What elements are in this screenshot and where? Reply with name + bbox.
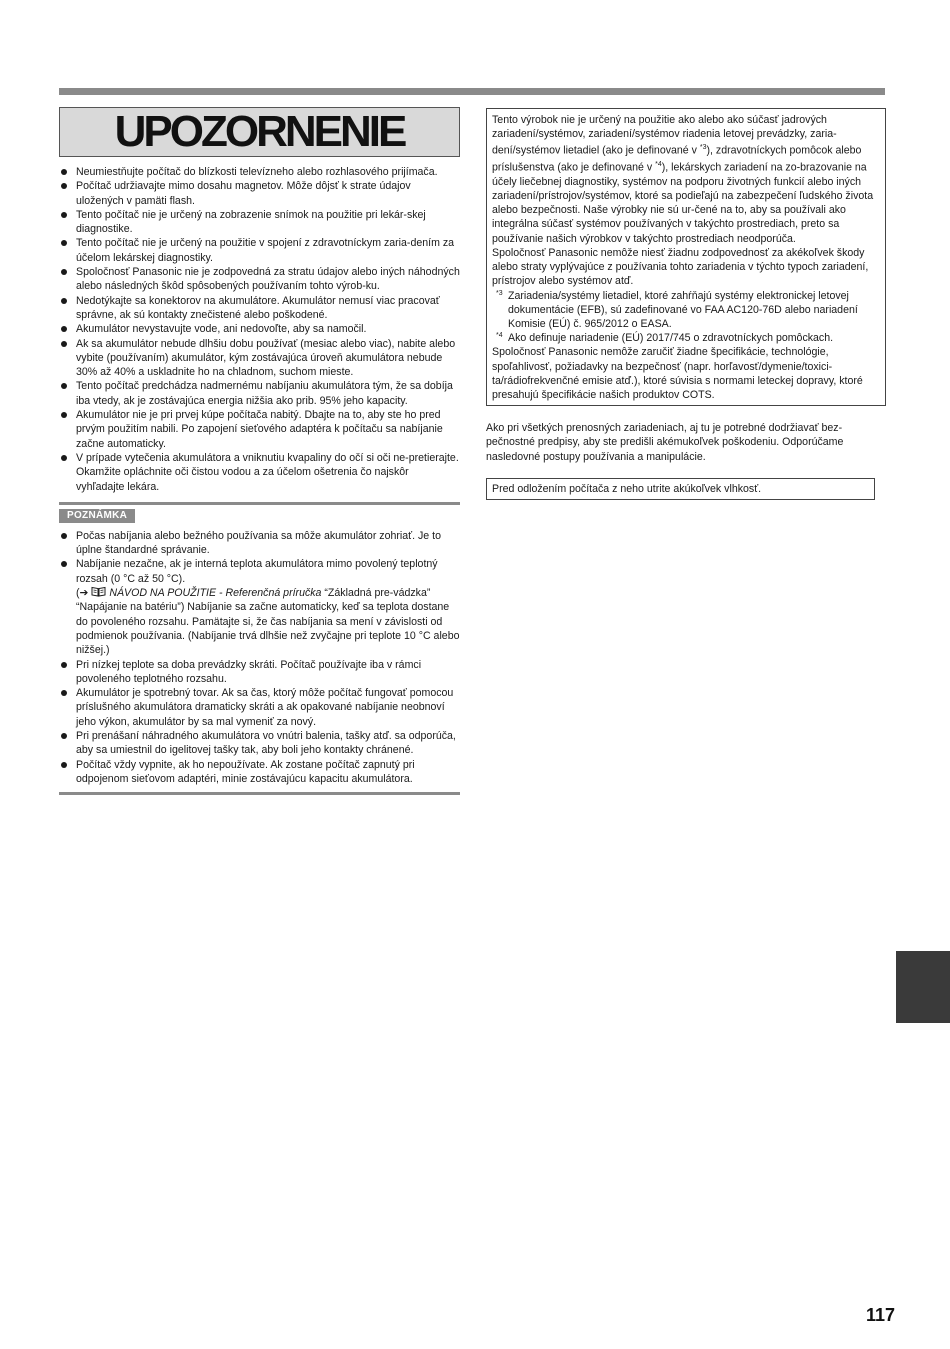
footnote-4: [492, 331, 879, 345]
warning-list: [59, 165, 460, 494]
note-list: [59, 529, 460, 786]
handling-paragraph: [486, 421, 886, 464]
restriction-paragraph: [492, 113, 879, 246]
usage-restriction-box: [486, 108, 886, 406]
cots-paragraph: Spoločnosť Panasonic nemôže zaručiť žiadne špecifikácie, technológie, spoľahlivosť, požiadavky na bezpečnosť (napr. horľavosť/dymenie/toxici-ta/rádiofrekvenčné emisie atď.), ktoré súvisia s normami leteckej dopravy, ktoré presahujú špecifikácie našich produktov COTS.: [492, 346, 863, 401]
restriction-text: ), zdravotníckych pomôcok alebo príslušenstva (ako je definované v: [492, 144, 862, 174]
footnote-ref: *4: [655, 161, 662, 169]
restriction-text: Tento výrobok nie je určený na použitie ako alebo ako súčasť jadrových zariadení/systémov, zariadení/systémov riadenia letovej prevádzky, zaria-dení/systémov lietadiel (ako je definované v: [492, 114, 837, 157]
moisture-note-box: [486, 478, 875, 500]
footnote-text: Ako definuje nariadenie (EÚ) 2017/745 o zdravotníckych pomôckach.: [508, 332, 834, 345]
right-column: [486, 108, 886, 500]
liability-paragraph: Spoločnosť Panasonic nemôže niesť žiadnu zodpovednosť za akékoľvek škody alebo straty vyplývajúce z používania tohto zariadenia v týchto typoch zariadení, prístrojov alebo systémov atď.: [492, 246, 869, 288]
list-item: Počítač vždy vypnite, ak ho nepoužívate. Ak zostane počítač zapnutý pri odpojenom sieťovom adaptéri, minie zostávajúcu kapacitu akumulátora.: [59, 758, 460, 787]
title-banner: [59, 107, 460, 157]
bottom-rule: [59, 792, 460, 795]
list-item: Pri prenášaní náhradného akumulátora vo vnútri balenia, tašky atď. sa odporúča, aby sa umiestnil do igelitovej tašky tak, aby boli jeho kontakty chránené.: [59, 729, 460, 758]
list-item: Spoločnosť Panasonic nie je zodpovedná za stratu údajov alebo iných náhodných alebo následných škôd spôsobených používaním tohto výrob-ku.: [59, 265, 460, 294]
handling-text: Ako pri všetkých prenosných zariadeniach, aj tu je potrebné dodržiavať bez-pečnostné predpisy, aby ste predišli akémukoľvek poškodeniu. Odporúčame nasledovné postupy používania a manipulácie.: [486, 422, 844, 463]
footnote-text: Zariadenia/systémy lietadiel, ktoré zahŕňajú systémy elektronickej letovej dokumentácie (EFB), sú zadefinované vo FAA AC120-76D alebo nariadení Komisie (EÚ) č. 965/2012 o EASA.: [508, 289, 858, 330]
footnote-mark: *4: [496, 332, 503, 340]
list-item: Pri nízkej teplote sa doba prevádzky skráti. Počítač používajte iba v rámci povoleného teplotného rozsahu.: [59, 658, 460, 687]
note-rule: [59, 502, 460, 505]
list-item: Ak sa akumulátor nebude dlhšiu dobu používať (mesiac alebo viac), nabite alebo vybite (používaním) akumulátor, kým zostávajúca úroveň akumulátora nebude 30% až 40% a uskladnite ho na chladnom, suchom mieste.: [59, 337, 460, 380]
manual-book-icon: [91, 586, 106, 597]
list-item: Nedotýkajte sa konektorov na akumulátore. Akumulátor nemusí viac pracovať správne, ak sú kontakty znečistené alebo poškodené.: [59, 294, 460, 323]
list-item: Akumulátor nevystavujte vode, ani nedovoľte, aby sa namočil.: [59, 322, 460, 336]
note-text: “Základná pre-vádzka” “Napájanie na batériu”) Nabíjanie sa začne automaticky, keď sa teplota dostane do povoleného rozsahu. Pamätajte si, že čas nabíjania sa mení v závislosti od podmienok používania. (Nabíjanie trvá dlhšie než zvyčajne pri teplote 10 °C alebo nižšej.): [76, 587, 460, 657]
list-item: [59, 557, 460, 657]
list-item: V prípade vytečenia akumulátora a vniknutiu kvapaliny do očí si oči ne-pretierajte. Okamžite opláchnite oči čistou vodou a za účelom ošetrenia čo najskôr vyhľadajte lekára.: [59, 451, 460, 494]
arrow-symbol: (➔: [76, 587, 89, 600]
footnote-mark: *3: [496, 289, 503, 297]
list-item: Počas nabíjania alebo bežného používania sa môže akumulátor zohriať. Je to úplne štandardné správanie.: [59, 529, 460, 558]
section-tab: [896, 951, 950, 1023]
restriction-text: ), lekárskych zariadení na zo-brazovanie na účely liečebnej diagnostiky, systémov na podporu životných funkcií alebo iných zariadení/prístrojov/systémov, ktoré sa podieľajú na zabezpečení ľudského života alebo bezpečnosti. Naše výrobky nie sú ur-čené na to, aby sa používali ako integrálna súčasť systémov používaných v takýchto prostrediach, preto sa používanie našich výrobkov v takýchto prostrediach neodporúča.: [492, 161, 874, 245]
list-item: Tento počítač nie je určený na zobrazenie snímok na použitie pri lekár-skej diagnostike.: [59, 208, 460, 237]
list-item: Akumulátor je spotrebný tovar. Ak sa čas, ktorý môže počítač fungovať pomocou príslušného akumulátora dramaticky skráti a ak opakované nabíjanie neobnoví jeho výkon, akumulátor by sa mal vymeniť za nový.: [59, 686, 460, 729]
footnote-ref: *3: [699, 144, 707, 152]
page-number: 117: [865, 1305, 895, 1325]
list-item: Tento počítač nie je určený na použitie v spojení z zdravotníckym zaria-dením za účelom lekárskej diagnostiky.: [59, 236, 460, 265]
manual-reference: NÁVOD NA POUŽITIE - Referenčná príručka: [109, 587, 322, 600]
top-rule: [59, 88, 885, 95]
left-column: [59, 107, 460, 795]
list-item: Akumulátor nie je pri prvej kúpe počítača nabitý. Dbajte na to, aby ste ho pred prvým použitím nabili. Po zapojení sieťového adaptéra k počítaču sa nabíjanie začne automaticky.: [59, 408, 460, 451]
page-title: UPOZORNENIE: [114, 107, 405, 156]
footnote-3: [492, 289, 879, 332]
moisture-note: Pred odložením počítača z neho utrite akúkoľvek vlhkosť.: [492, 482, 762, 495]
note-label: POZNÁMKA: [59, 509, 135, 523]
list-item: Počítač udržiavajte mimo dosahu magnetov. Môže dôjsť k strate údajov uložených v pamäti flash.: [59, 179, 460, 208]
list-item: Neumiestňujte počítač do blízkosti televízneho alebo rozhlasového prijímača.: [59, 165, 460, 179]
note-text: Nabíjanie nezačne, ak je interná teplota akumulátora mimo povolený teplotný rozsah (0 °C až 50 °C).: [76, 558, 438, 585]
list-item: Tento počítač predchádza nadmernému nabíjaniu akumulátora tým, že sa dobíja iba vtedy, ak je zostávajúca energia nižšia ako prib. 95% jeho kapacity.: [59, 379, 460, 408]
